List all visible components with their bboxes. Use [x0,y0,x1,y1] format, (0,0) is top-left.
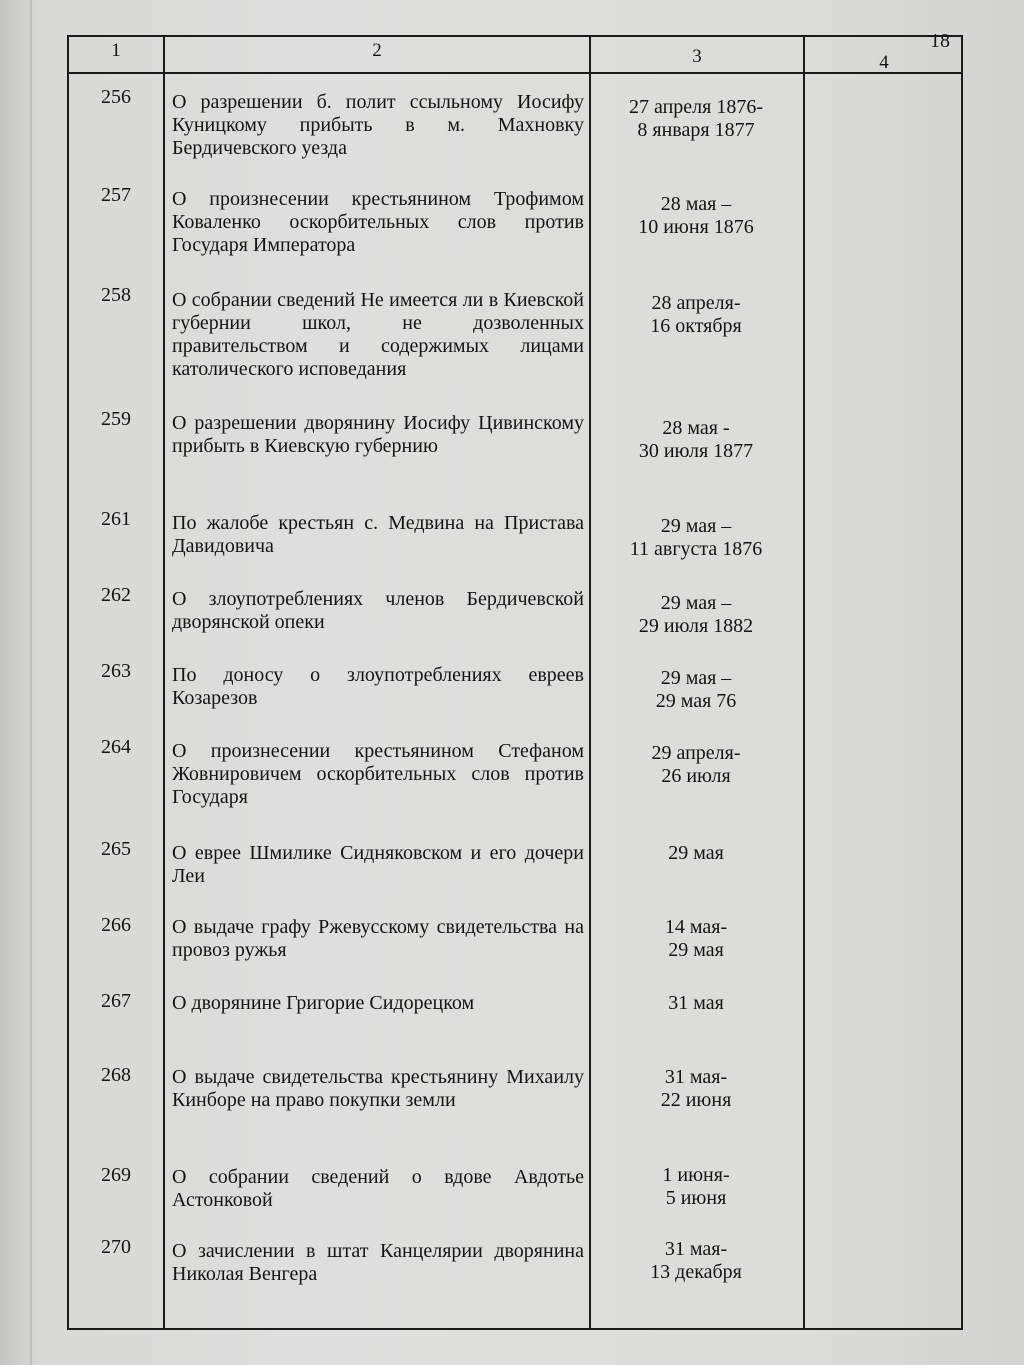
row-number: 258 [101,284,131,306]
row-title: О произнесении крестьянином Стефаном Жовнировичем оскорбительных слов против Государя [172,740,584,808]
row-title: По доносу о злоупотреблениях евреев Козарезов [172,664,584,709]
row-title: О собрании сведений о вдове Авдотье Астонковой [172,1166,584,1211]
row-number: 266 [101,914,131,936]
row-title: О разрешении дворянину Иосифу Цивинскому прибыть в Киевскую губернию [172,412,584,457]
row-number: 259 [101,408,131,430]
row-dates: 29 апреля- 26 июля [651,742,741,787]
column-divider [803,35,805,1330]
row-dates: 29 мая – 11 августа 1876 [629,515,763,560]
row-number: 268 [101,1064,131,1086]
row-dates: 28 мая - 30 июля 1877 [638,417,754,462]
row-number: 267 [101,990,131,1012]
column-header-1: 1 [111,40,121,61]
row-dates: 29 мая – 29 июля 1882 [638,592,754,637]
row-title: О произнесении крестьянином Трофимом Коваленко оскорбительных слов против Государя Императора [172,188,584,256]
row-dates: 1 июня- 5 июня [662,1164,730,1209]
row-title: О собрании сведений Не имеется ли в Киевской губернии школ, не дозволенных правительством и содержимых лицами католического исповедания [172,289,584,380]
column-header-3: 3 [692,46,702,67]
row-dates: 27 апреля 1876- 8 января 1877 [628,96,764,141]
row-dates: 31 мая- 22 июня [660,1066,732,1111]
page-fold [30,0,32,1365]
row-number: 262 [101,584,131,606]
column-divider [163,35,165,1330]
column-header-2: 2 [372,40,382,61]
row-dates: 29 мая – 29 мая 76 [655,667,737,712]
column-header-4: 4 [879,52,889,73]
row-dates: 14 мая- 29 мая [664,916,728,961]
row-dates: 28 апреля- 16 октября [650,292,742,337]
row-title: О зачислении в штат Канцелярии дворянина Николая Венгера [172,1240,584,1285]
row-number: 261 [101,508,131,530]
row-title: О дворянине Григорие Сидорецком [172,992,475,1014]
row-number: 269 [101,1164,131,1186]
row-title: О разрешении б. полит ссыльному Иосифу Куницкому прибыть в м. Махновку Бердичевского уезда [172,91,584,159]
row-dates: 29 мая [668,842,724,864]
row-dates: 31 мая [668,992,724,1014]
row-title: По жалобе крестьян с. Медвина на Пристава Давидовича [172,512,584,557]
page-number: 18 [930,30,950,52]
row-title: О еврее Шмилике Сидняковском и его дочери Леи [172,842,584,887]
row-number: 270 [101,1236,131,1258]
row-dates: 28 мая – 10 июня 1876 [638,193,754,238]
row-title: О выдаче графу Ржевусскому свидетельства на провоз ружья [172,916,584,961]
row-number: 257 [101,184,131,206]
row-title: О выдаче свидетельства крестьянину Михаилу Кинборе на право покупки земли [172,1066,584,1111]
row-dates: 31 мая- 13 декабря [650,1238,742,1283]
row-number: 263 [101,660,131,682]
column-divider [589,35,591,1330]
row-number: 264 [101,736,131,758]
row-title: О злоупотреблениях членов Бердичевской дворянской опеки [172,588,584,633]
row-number: 256 [101,86,131,108]
row-number: 265 [101,838,131,860]
